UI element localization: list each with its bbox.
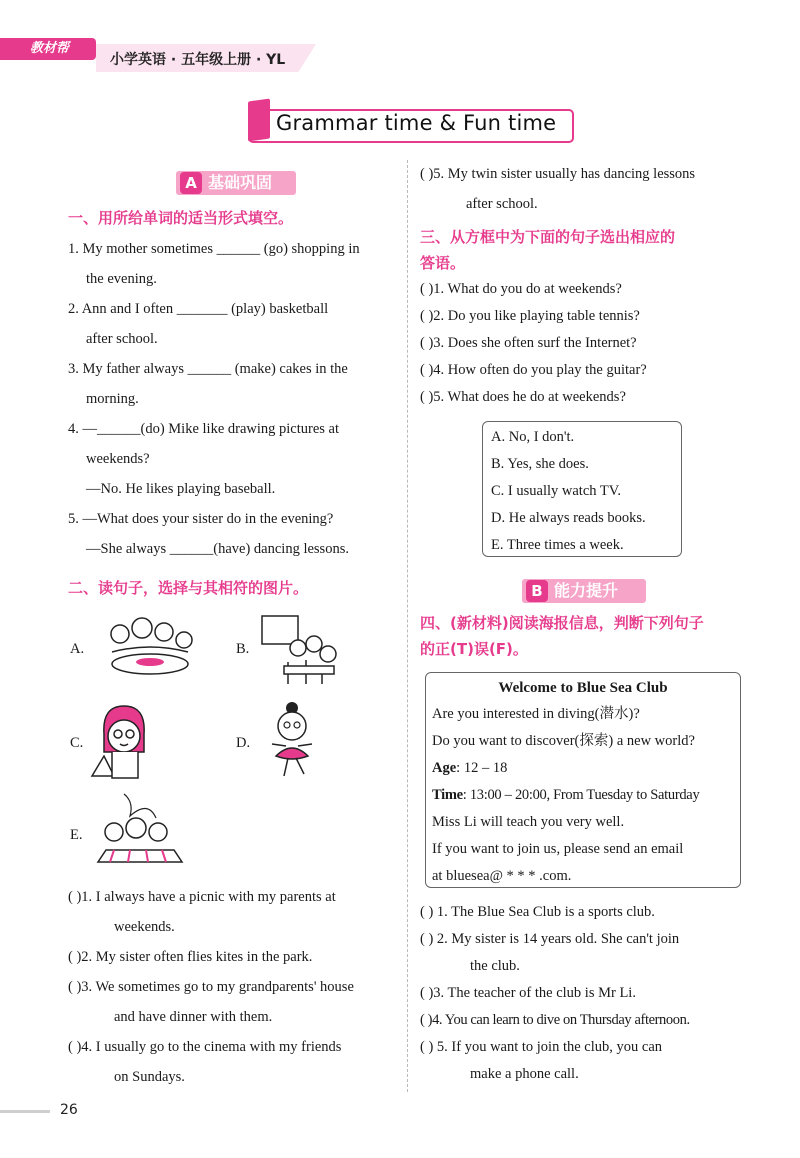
club-poster — [425, 672, 741, 888]
poster-line: Miss Li will teach you very well. — [432, 814, 625, 830]
poster-line: If you want to join us, please send an email — [432, 841, 684, 857]
part2-body — [68, 882, 398, 1092]
part2-line: ( )2. My sister often flies kites in the park. — [68, 949, 313, 965]
part4-line: ( ) 1. The Blue Sea Club is a sports club. — [420, 904, 655, 920]
part1-line: 3. My father always ______ (make) cakes in the — [68, 361, 348, 377]
part2-heading: 二、读句子，选择与其相符的图片。 — [68, 579, 309, 597]
part1-line: weekends? — [86, 451, 150, 467]
picture-label-a: A. — [70, 641, 85, 657]
section-b-label: 能力提升 — [554, 581, 619, 600]
poster-line: Are you interested in diving(潜水)? — [432, 706, 640, 722]
section-b-badge — [522, 579, 646, 603]
page-title: Grammar time & Fun time — [276, 111, 557, 135]
poster-time — [432, 782, 699, 809]
part4-heading-line2: 的正(T)误(F)。 — [420, 640, 528, 658]
poster-time-value: : 13:00 – 20:00, From Tuesday to Saturday — [462, 787, 700, 803]
part4-line: ( ) 5. If you want to join the club, you can — [420, 1039, 663, 1055]
part2-line: ( )3. We sometimes go to my grandparents' house — [68, 979, 354, 995]
part2-line: weekends. — [114, 919, 175, 935]
part2-line: and have dinner with them. — [114, 1009, 273, 1025]
title-deco-icon — [248, 98, 270, 141]
right-top — [420, 159, 760, 219]
part1-line: after school. — [86, 331, 158, 347]
part3-question: ( )1. What do you do at weekends? — [420, 281, 622, 297]
answer-options-box — [482, 421, 682, 557]
picture-label-b: B. — [236, 641, 250, 657]
answer-option: B. Yes, she does. — [491, 456, 589, 472]
part4-heading — [420, 610, 704, 662]
part3-question: ( )3. Does she often surf the Internet? — [420, 335, 637, 351]
poster-line: Do you want to discover(探索) a new world? — [432, 733, 695, 749]
part1-line: —No. He likes playing baseball. — [86, 481, 276, 497]
part1-line: morning. — [86, 391, 139, 407]
part1-heading: 一、用所给单词的适当形式填空。 — [68, 209, 294, 227]
part3-heading — [420, 224, 675, 276]
header-subject: 小学英语 · 五年级上册 · YL — [110, 52, 286, 68]
part3-question: ( )4. How often do you play the guitar? — [420, 362, 647, 378]
part3-questions — [420, 276, 760, 411]
part1-line: 5. —What does your sister do in the evening? — [68, 511, 334, 527]
column-divider — [407, 160, 408, 1092]
picture-label-c: C. — [70, 735, 84, 751]
answer-option: C. I usually watch TV. — [491, 483, 621, 499]
answer-option: D. He always reads books. — [491, 510, 646, 526]
part4-line: the club. — [470, 958, 520, 974]
part2-line: on Sundays. — [114, 1069, 185, 1085]
page-number: 26 — [60, 1102, 78, 1118]
part1-line: 1. My mother sometimes ______ (go) shopping in — [68, 241, 360, 257]
part4-line: ( ) 2. My sister is 14 years old. She can't join — [420, 931, 680, 947]
section-a-letter: A — [180, 172, 202, 194]
part1-line: 4. —______(do) Mike like drawing pictures at — [68, 421, 340, 437]
header-tag: 教材帮 — [0, 38, 96, 60]
page-number-deco — [0, 1110, 50, 1113]
part3-question: ( )2. Do you like playing table tennis? — [420, 308, 640, 324]
poster-line: at bluesea@ * * * .com. — [432, 868, 572, 884]
section-a-label: 基础巩固 — [208, 173, 273, 192]
section-a-badge — [176, 171, 296, 195]
section-b-letter: B — [526, 580, 548, 602]
part2-line: ( )4. I usually go to the cinema with my friends — [68, 1039, 342, 1055]
answer-option: A. No, I don't. — [491, 429, 575, 445]
picture-family-dinner — [98, 612, 200, 680]
part1-line: the evening. — [86, 271, 157, 287]
part1-line: —She always ______(have) dancing lessons. — [86, 541, 349, 557]
picture-label-d: D. — [236, 735, 251, 751]
part4-line: make a phone call. — [470, 1066, 579, 1082]
part3-heading-line1: 三、从方框中为下面的句子选出相应的 — [420, 228, 676, 246]
picture-ballet-girl — [262, 700, 322, 780]
picture-picnic — [94, 792, 186, 870]
right-top-line: after school. — [466, 196, 538, 212]
poster-time-label: Time — [432, 787, 463, 803]
poster-title: Welcome to Blue Sea Club — [498, 680, 668, 696]
poster-age-value: : 12 – 18 — [456, 760, 508, 776]
picture-label-e: E. — [70, 827, 83, 843]
part4-line: ( )4. You can learn to dive on Thursday afternoon. — [420, 1012, 690, 1028]
part2-line: ( )1. I always have a picnic with my parents at — [68, 889, 336, 905]
answer-option: E. Three times a week. — [491, 537, 624, 553]
part4-body — [420, 899, 770, 1088]
poster-age-label: Age — [432, 760, 457, 776]
part3-heading-line2: 答语。 — [420, 254, 466, 272]
poster-age — [432, 755, 699, 782]
part1-body — [68, 234, 398, 564]
part3-question: ( )5. What does he do at weekends? — [420, 389, 626, 405]
part4-line: ( )3. The teacher of the club is Mr Li. — [420, 985, 636, 1001]
part1-line: 2. Ann and I often _______ (play) basketball — [68, 301, 329, 317]
picture-girl-kite — [90, 700, 156, 780]
right-top-line: ( )5. My twin sister usually has dancing lessons — [420, 166, 696, 182]
part4-heading-line1: 四、(新材料)阅读海报信息，判断下列句子 — [420, 614, 704, 632]
picture-cinema — [258, 612, 340, 688]
